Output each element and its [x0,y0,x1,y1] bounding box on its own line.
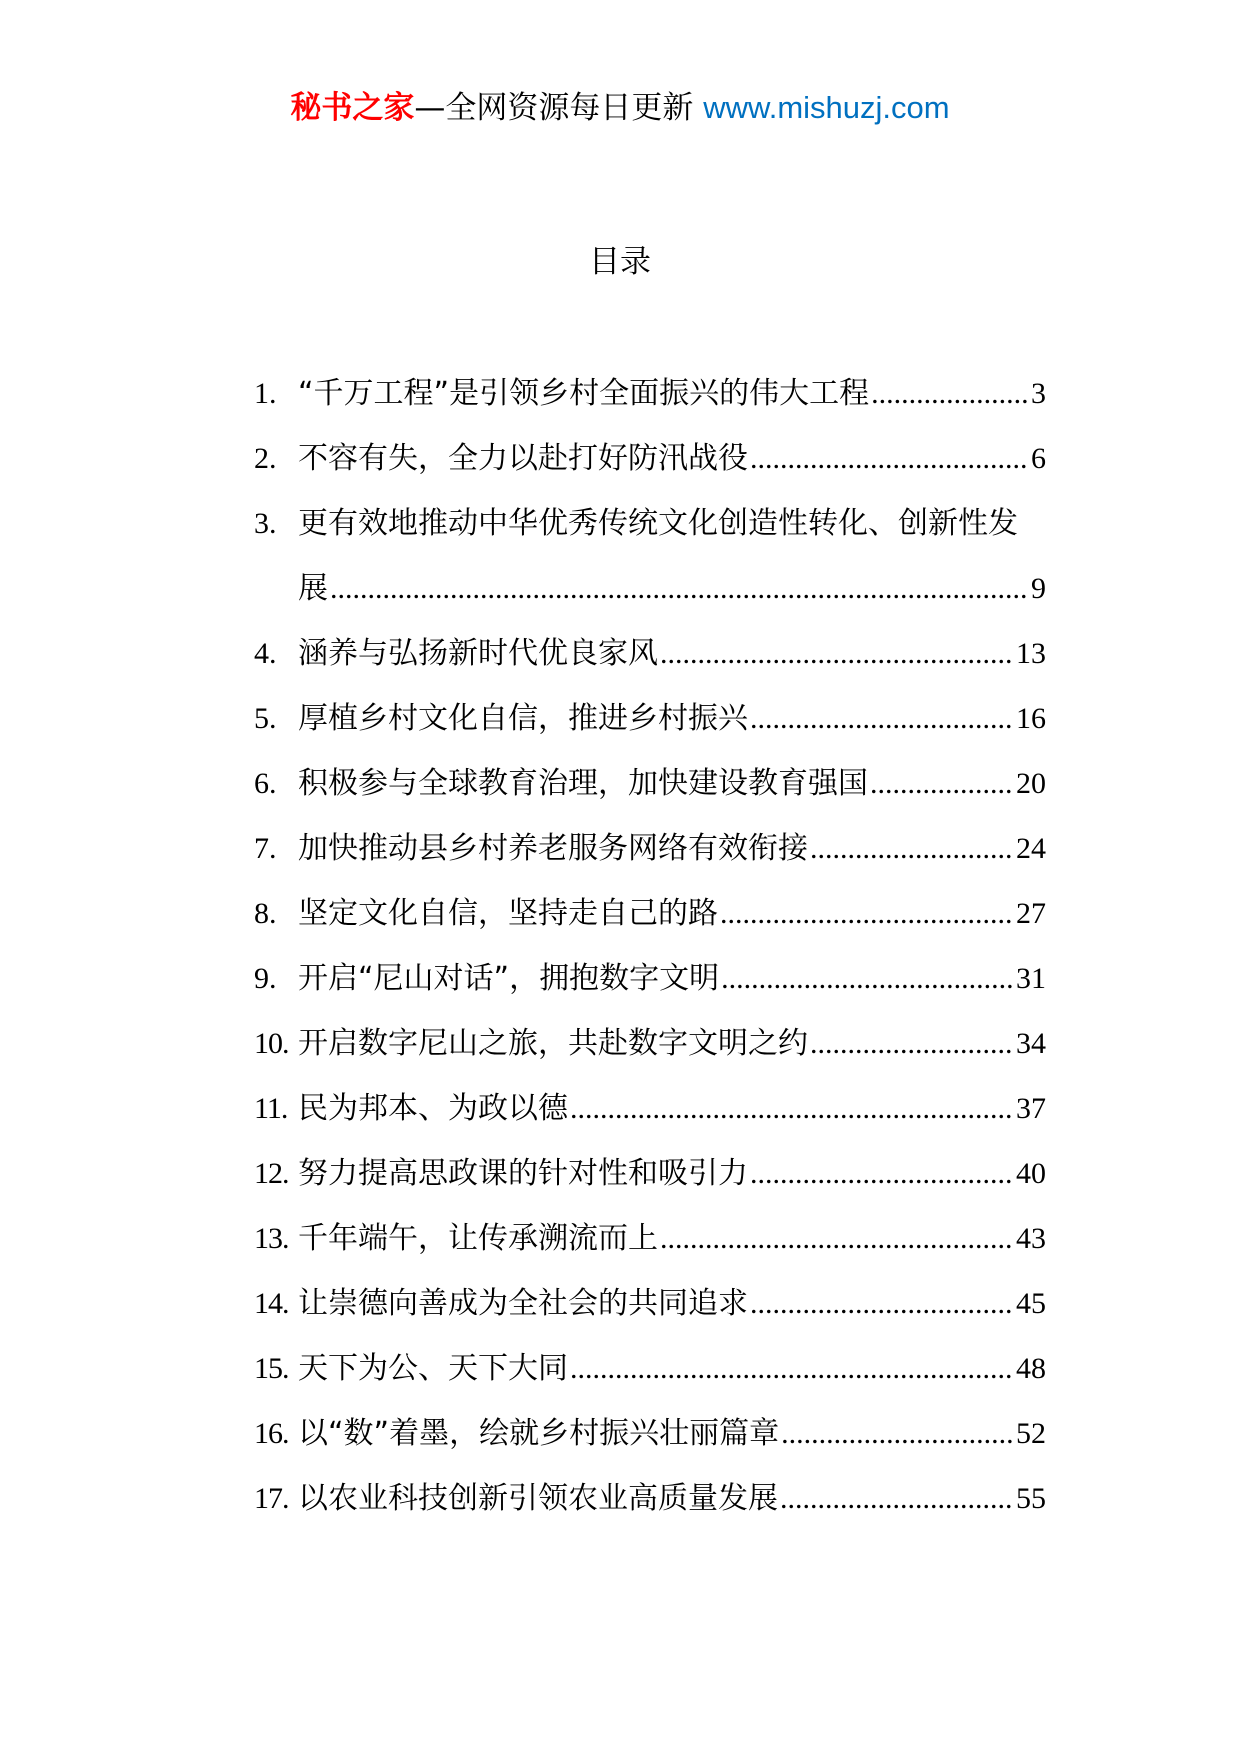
toc-entry[interactable] [254,634,1046,699]
toc-entry-title: 更有效地推动中华优秀传统文化创造性转化、创新性发 [298,506,1018,541]
toc-entry-title: 千年端午，让传承溯流而上 [298,1221,658,1256]
toc-entry-title: 不容有失，全力以赴打好防汛战役 [298,441,748,476]
toc-leader-dots [750,1154,1014,1194]
toc-entry-page: 6 [1031,442,1046,475]
table-of-contents [254,374,1046,1544]
toc-entry-title: 积极参与全球教育治理，加快建设教育强国 [298,766,868,801]
toc-entry-number: 15. [254,1352,289,1385]
toc-entry-title: 坚定文化自信，坚持走自己的路 [298,896,718,931]
toc-entry[interactable] [254,894,1046,959]
toc-entry[interactable] [254,374,1046,439]
toc-leader-dots [750,439,1029,479]
toc-entry-page: 37 [1016,1092,1046,1125]
toc-entry-number: 7. [254,832,277,865]
toc-leader-dots [781,1414,1014,1454]
toc-entry-page: 43 [1016,1222,1046,1255]
toc-entry-title: 以农业科技创新引领农业高质量发展 [298,1481,778,1516]
toc-entry[interactable] [254,1284,1046,1349]
toc-entry[interactable] [254,829,1046,894]
toc-entry-page: 3 [1031,377,1046,410]
header-tagline: —全网资源每日更新 [414,90,694,126]
toc-entry-title: 加快推动县乡村养老服务网络有效衔接 [298,831,808,866]
toc-leader-dots [570,1349,1014,1389]
site-url-link[interactable]: www.mishuzj.com [703,90,950,125]
toc-entry-number: 17. [254,1482,289,1515]
toc-entry-number: 14. [254,1287,289,1320]
toc-entry-number: 5. [254,702,277,735]
toc-entry-page: 52 [1016,1417,1046,1450]
toc-entry-line [254,504,1046,569]
toc-entry-page: 45 [1016,1287,1046,1320]
toc-leader-dots [660,1219,1014,1259]
toc-entry-title: 天下为公、天下大同 [298,1351,568,1386]
toc-leader-dots [780,1479,1014,1519]
toc-entry-page: 55 [1016,1482,1046,1515]
toc-entry-title: 努力提高思政课的针对性和吸引力 [298,1156,748,1191]
toc-entry-title: 开启“尼山对话”，拥抱数字文明 [298,961,720,996]
toc-entry-title: 涵养与弘扬新时代优良家风 [298,636,658,671]
toc-entry[interactable] [254,1154,1046,1219]
toc-entry-number: 13. [254,1222,289,1255]
toc-entry[interactable] [254,959,1046,1024]
toc-leader-dots [660,634,1014,674]
toc-entry-number: 6. [254,767,277,800]
toc-entry-page: 34 [1016,1027,1046,1060]
toc-leader-dots [750,1284,1014,1324]
toc-leader-dots [720,894,1014,934]
site-header [0,88,1240,128]
toc-entry-page: 31 [1016,962,1046,995]
toc-entry-page: 9 [1031,572,1046,605]
toc-heading: 目录 [589,244,651,280]
toc-leader-dots [750,699,1014,739]
toc-entry-page: 20 [1016,767,1046,800]
toc-leader-dots [721,959,1014,999]
toc-entry[interactable] [254,1089,1046,1154]
toc-entry-title: 民为邦本、为政以德 [298,1091,568,1126]
toc-entry-page: 13 [1016,637,1046,670]
toc-entry-title: 厚植乡村文化自信，推进乡村振兴 [298,701,748,736]
toc-entry-page: 40 [1016,1157,1046,1190]
toc-leader-dots [870,764,1014,804]
toc-leader-dots [810,1024,1014,1064]
toc-entry[interactable] [254,1479,1046,1544]
brand-name: 秘书之家 [290,90,415,126]
toc-entry[interactable] [254,439,1046,504]
toc-leader-dots [810,829,1014,869]
toc-entry[interactable] [254,764,1046,829]
toc-entry-page: 24 [1016,832,1046,865]
toc-entry[interactable] [254,1024,1046,1089]
toc-entry-page: 16 [1016,702,1046,735]
toc-entry[interactable] [254,1414,1046,1479]
toc-entry-page: 27 [1016,897,1046,930]
toc-entry-number: 1. [254,377,277,410]
toc-entry-number: 10. [254,1027,289,1060]
toc-entry-number: 9. [254,962,277,995]
toc-entry-title: 开启数字尼山之旅，共赴数字文明之约 [298,1026,808,1061]
toc-entry-line [254,569,1046,634]
toc-leader-dots [570,1089,1014,1129]
toc-entry-number: 4. [254,637,277,670]
toc-entry[interactable] [254,1349,1046,1414]
toc-entry-title-continued: 展 [298,571,328,606]
toc-entry-number: 8. [254,897,277,930]
toc-entry-number: 16. [254,1417,289,1450]
toc-entry-title: 以“数”着墨，绘就乡村振兴壮丽篇章 [298,1416,780,1451]
toc-entry[interactable] [254,504,1046,634]
toc-leader-dots [330,569,1029,609]
toc-entry-title: 让崇德向善成为全社会的共同追求 [298,1286,748,1321]
toc-entry[interactable] [254,699,1046,764]
toc-entry-number: 11. [254,1092,288,1125]
toc-entry-number: 2. [254,442,277,475]
toc-entry-title: “千万工程”是引领乡村全面振兴的伟大工程 [298,376,870,411]
toc-entry-page: 48 [1016,1352,1046,1385]
toc-leader-dots [871,374,1029,414]
toc-entry[interactable] [254,1219,1046,1284]
toc-entry-number: 3. [254,507,277,540]
toc-entry-number: 12. [254,1157,289,1190]
